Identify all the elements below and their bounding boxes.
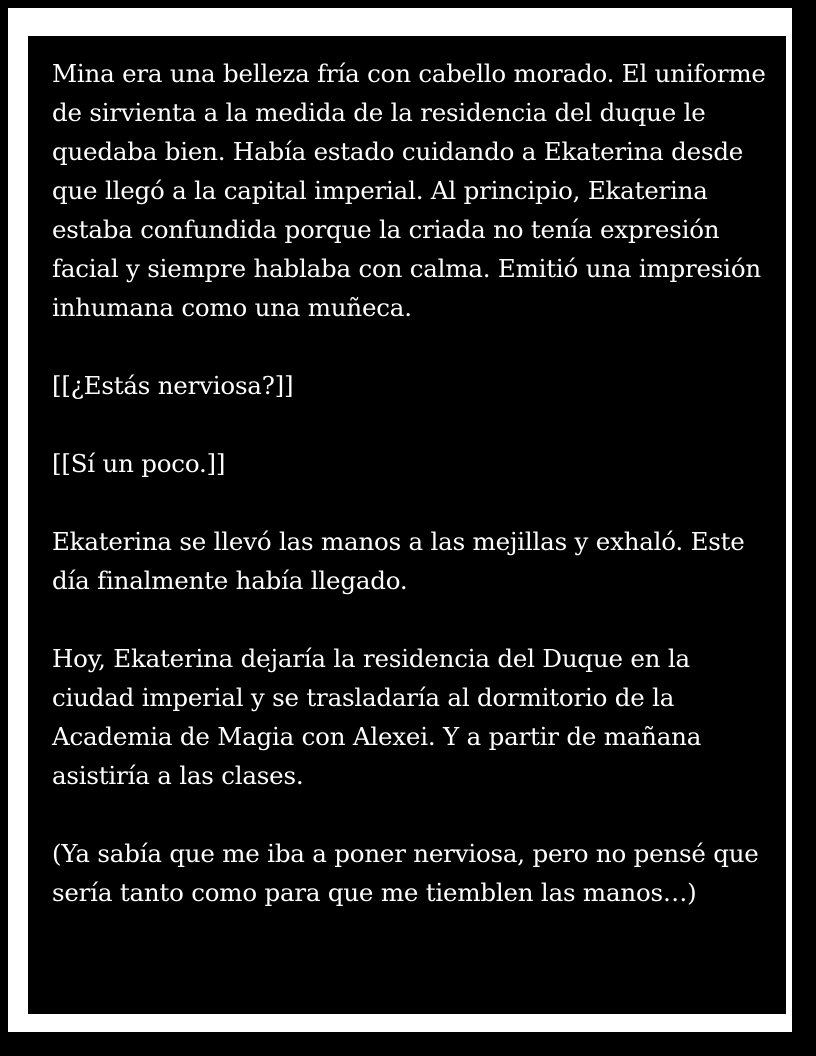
paragraph-6: (Ya sabía que me iba a poner nerviosa, pero no pensé que sería tanto como para que me tiemblen las manos…)	[52, 839, 759, 907]
paragraph-3: [[Sí un poco.]]	[52, 449, 226, 478]
paragraph-2: [[¿Estás nerviosa?]]	[52, 371, 294, 400]
text-panel	[28, 36, 786, 1014]
paragraph-5: Hoy, Ekaterina dejaría la residencia del Duque en la ciudad imperial y se trasladaría al dormitorio de la Academia de Magia con Alexei. Y a partir de mañana asistiría a las clases.	[52, 644, 702, 790]
paragraph-4: Ekaterina se llevó las manos a las mejillas y exhaló. Este día finalmente había llegado.	[52, 527, 745, 595]
paragraph-1: Mina era una belleza fría con cabello morado. El uniforme de sirvienta a la medida de la residencia del duque le quedaba bien. Había estado cuidando a Ekaterina desde que llegó a la capital imperial. Al principio, Ekaterina estaba confundida porque la criada no tenía expresión facial y siempre hablaba con calma. Emitió una impresión inhumana como una muñeca.	[52, 59, 766, 322]
